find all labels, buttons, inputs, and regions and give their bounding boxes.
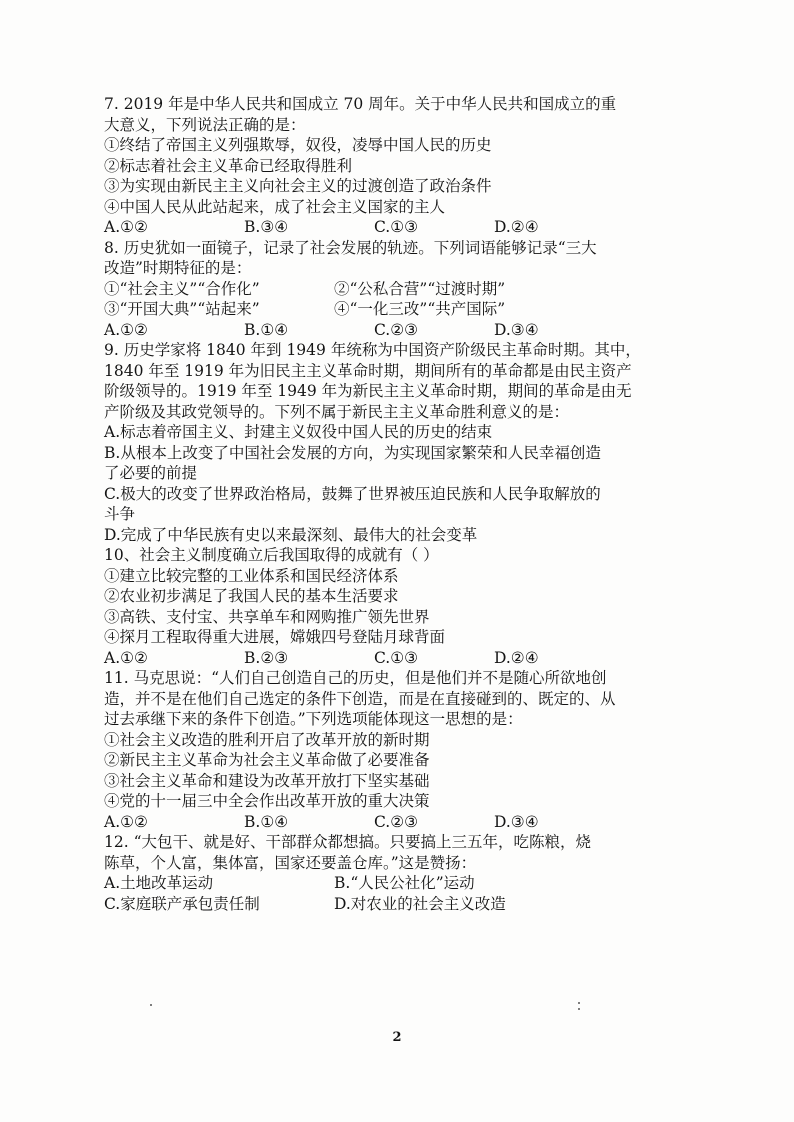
option-a: A.标志着帝国主义、封建主义奴役中国人民的历史的结束	[104, 423, 493, 441]
statement-item: ③社会主义革命和建设为改革开放打下坚实基础	[104, 771, 430, 790]
option-c: C.①③	[374, 218, 419, 236]
question-stem: 12. “大包干、就是好、干部群众都想搞。只要搞上三五年，吃陈粮，烧	[104, 833, 592, 851]
statement-item: ①“社会主义”“合作化”	[104, 279, 260, 298]
statement-item: ①建立比较完整的工业体系和国民经济体系	[104, 566, 399, 585]
question-11	[104, 668, 664, 832]
question-stem: 11. 马克思说：“人们自己创造自己的历史，但是他们并不是随心所欲地创	[104, 669, 607, 687]
option-d: D.②④	[494, 648, 539, 667]
statement-item: ③高铁、支付宝、共享单车和网购推广领先世界	[104, 607, 430, 626]
answer-options	[104, 320, 664, 341]
question-stem: 10、社会主义制度确立后我国取得的成就有（ ）	[104, 546, 439, 564]
question-9	[104, 340, 664, 545]
option-b: B.①④	[244, 320, 289, 339]
option-b: B.①④	[244, 812, 289, 831]
statement-item: ②“公私合营”“过渡时期”	[334, 279, 506, 298]
statement-pair	[104, 299, 664, 320]
scan-speck	[578, 1002, 580, 1004]
statement-item: ④中国人民从此站起来，成了社会主义国家的主人	[104, 197, 446, 216]
statement-item: ②标志着社会主义革命已经取得胜利	[104, 156, 353, 175]
option-d: D.③④	[494, 320, 539, 339]
option-c-continued: 斗争	[104, 505, 136, 523]
question-stem: 8. 历史犹如一面镜子，记录了社会发展的轨迹。下列词语能够记录“三大	[104, 238, 597, 257]
question-10	[104, 545, 664, 668]
option-a: A.土地改革运动	[104, 874, 214, 892]
statement-item: ④探月工程取得重大进展，嫦娥四号登陆月球背面	[104, 628, 446, 646]
statement-item: ②农业初步满足了我国人民的基本生活要求	[104, 587, 399, 605]
question-stem: 过去承继下来的条件下创造。”下列选项能体现这一思想的是：	[104, 710, 523, 728]
option-d: D.③④	[494, 812, 539, 831]
answer-options	[104, 648, 664, 669]
statement-pair	[104, 279, 664, 300]
statement-item: ①社会主义改造的胜利开启了改革开放的新时期	[104, 730, 430, 749]
option-b: B.③④	[244, 218, 289, 236]
option-a: A.①②	[104, 218, 148, 236]
option-c: C.极大的改变了世界政治格局，鼓舞了世界被压迫民族和人民争取解放的	[104, 484, 601, 503]
question-8	[104, 238, 664, 341]
option-a: A.①②	[104, 812, 148, 831]
question-12	[104, 832, 664, 914]
option-b: B.②③	[244, 648, 289, 667]
option-c: C.②③	[374, 320, 419, 339]
question-7	[104, 94, 664, 238]
answer-options	[104, 894, 664, 915]
option-c: C.①③	[374, 648, 419, 667]
scan-speck	[578, 1008, 580, 1010]
option-b-continued: 了必要的前提	[104, 464, 198, 482]
question-stem: 产阶级及其政党领导的。下列不属于新民主主义革命胜利意义的是：	[104, 402, 570, 421]
answer-options	[104, 812, 664, 833]
option-b: B.从根本上改变了中国社会发展的方向，为实现国家繁荣和人民幸福创造	[104, 443, 601, 462]
answer-options	[104, 217, 664, 238]
question-stem: 7. 2019 年是中华人民共和国成立 70 周年。关于中华人民共和国成立的重	[104, 95, 617, 113]
option-d: D.完成了中华民族有史以来最深刻、最伟大的社会变革	[104, 525, 478, 544]
question-stem: 造，并不是在他们自己选定的条件下创造，而是在直接碰到的、既定的、从	[104, 689, 616, 708]
question-stem: 改造”时期特征的是：	[104, 259, 252, 277]
option-b: B.“人民公社化”运动	[334, 874, 475, 892]
page-number: 2	[392, 1030, 402, 1045]
question-stem: 9. 历史学家将 1840 年到 1949 年统称为中国资产阶级民主革命时期。其中，	[104, 341, 641, 359]
statement-item: ②新民主主义革命为社会主义革命做了必要准备	[104, 751, 430, 769]
option-a: A.①②	[104, 320, 148, 339]
statement-item: ③为实现由新民主主义向社会主义的过渡创造了政治条件	[104, 177, 492, 195]
option-d: D.对农业的社会主义改造	[334, 894, 506, 913]
statement-item: ④“一化三改”“共产国际”	[334, 300, 506, 318]
question-stem: 阶级领导的。1919 年至 1949 年为新民主主义革命时期，期间的革命是由无	[104, 382, 632, 400]
question-stem: 1840 年至 1919 年为旧民主主义革命时期，期间所有的革命都是由民主资产	[104, 361, 632, 380]
option-c: C.家庭联产承包责任制	[104, 894, 260, 913]
option-c: C.②③	[374, 812, 419, 831]
question-stem: 陈草，个人富，集体富，国家还要盖仓库。”这是赞扬：	[104, 853, 477, 872]
question-stem: 大意义，下列说法正确的是：	[104, 115, 306, 134]
option-a: A.①②	[104, 648, 148, 667]
statement-item: ③“开国大典”“站起来”	[104, 300, 260, 318]
statement-item: ①终结了帝国主义列强欺辱，奴役，凌辱中国人民的历史	[104, 136, 492, 154]
answer-options	[104, 873, 664, 894]
option-d: D.②④	[494, 218, 539, 236]
scan-speck	[150, 1004, 152, 1006]
question-list	[104, 94, 664, 914]
statement-item: ④党的十一届三中全会作出改革开放的重大决策	[104, 792, 430, 810]
